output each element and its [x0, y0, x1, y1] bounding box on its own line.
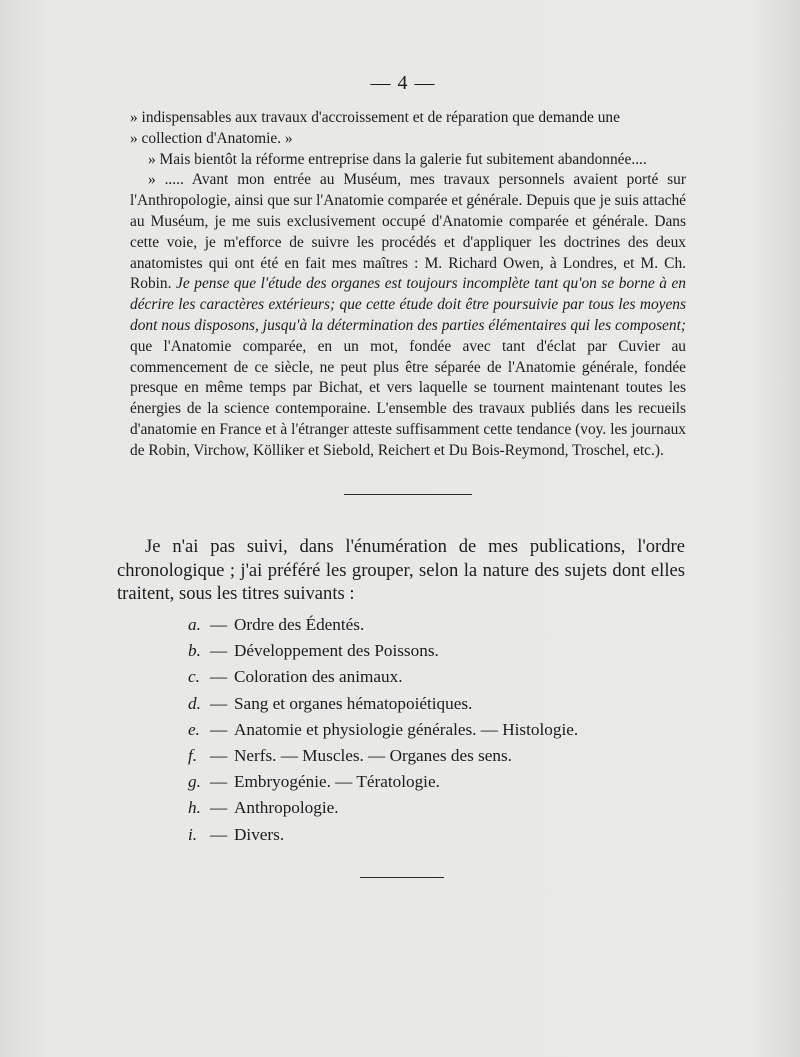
topic-letter: c. [188, 667, 200, 687]
topic-item [188, 691, 628, 717]
closing-divider [360, 877, 444, 878]
topic-title: Coloration des animaux. [234, 667, 403, 687]
topic-item [188, 717, 628, 743]
paragraph-3-start: » ..... Avant mon entrée au Muséum, mes travaux personnels avaient porté sur l'Anthropologie, ainsi que sur l'Anatomie comparée et générale. Depuis que je suis attaché au Muséum, je me suis exclusivement occupé d'Anatomie comparée et générale. Dans cette voie, je m'efforce de suivre les procédés et d'appliquer les doctrines des deux anatomistes qui ont été en fait mes maîtres : M. Richard Owen, à Londres, et M. Ch. Robin. [130, 171, 687, 293]
topic-letter: e. [188, 719, 200, 739]
topic-item [188, 743, 628, 769]
topic-letter: g. [188, 772, 201, 792]
topic-letter: b. [188, 641, 201, 661]
topic-title: Anatomie et physiologie générales. — Histologie. [234, 719, 579, 739]
topic-letter: h. [188, 798, 201, 818]
topic-title: Ordre des Édentés. [234, 615, 365, 634]
topic-title: Nerfs. — Muscles. — Organes des sens. [234, 746, 512, 766]
page-number: — 4 — [370, 72, 436, 94]
topic-dash: — [210, 693, 228, 713]
topic-dash: — [210, 824, 228, 844]
topic-letter: f. [188, 746, 198, 766]
topic-item [188, 795, 628, 821]
topic-title: Sang et organes hématopoiétiques. [234, 693, 473, 713]
topic-item [188, 638, 628, 664]
topic-dash: — [210, 719, 228, 739]
topic-letter: i. [188, 824, 198, 844]
topic-dash: — [210, 615, 228, 634]
topic-item [188, 822, 628, 848]
paragraph-3-end: que l'Anatomie comparée, en un mot, fondée avec tant d'éclat par Cuvier au commencement de ce siècle, ne peut plus être séparée de l'Anatomie générale, fondée presque en même temps par Bichat, et vers laquelle se tournent maintenant toutes les énergies de la science contemporaine. L'ensemble des travaux publiés dans les recueils d'anatomie en France et à l'étranger atteste suffisamment cette tendance (voy. les journaux de Robin, Virchow, Kölliker et Siebold, Reichert et Du Bois-Reymond, Troschel, etc.). [130, 337, 686, 459]
quote-line-1: » indispensables aux travaux d'accroissement et de réparation que demande une [130, 109, 620, 126]
quote-paragraph-3 [130, 170, 686, 461]
intro-paragraph [117, 535, 685, 606]
topic-item [188, 769, 628, 795]
quote-paragraph-2: » Mais bientôt la réforme entreprise dans la galerie fut subitement abandonnée.... [148, 150, 647, 168]
section-divider [344, 494, 472, 495]
topic-dash: — [210, 667, 228, 687]
topic-item [188, 664, 628, 690]
topic-dash: — [210, 798, 228, 818]
quoted-text-block [130, 108, 686, 462]
topic-letter: d. [188, 693, 201, 713]
topic-item [188, 612, 628, 638]
paragraph-3-italic: Je pense que l'étude des organes est toujours incomplète tant qu'on se borne à en décrire les caractères extérieurs; que cette étude doit être poursuivie par tous les moyens dont nous disposons, jusqu'à la détermination des parties élémentaires qui les composent; [130, 275, 686, 334]
topic-dash: — [210, 772, 228, 792]
intro-text: Je n'ai pas suivi, dans l'énumération de mes publications, l'ordre chronologique ; j'ai préféré les grouper, selon la nature des sujets dont elles traitent, sous les titres suivants : [117, 536, 685, 604]
topic-letter: a. [188, 615, 201, 634]
topic-dash: — [210, 641, 228, 661]
topic-title: Divers. [234, 824, 285, 844]
quote-line-2: » collection d'Anatomie. » [130, 129, 293, 147]
topic-title: Embryogénie. — Tératologie. [234, 772, 440, 792]
topic-dash: — [210, 746, 228, 766]
topic-title: Anthropologie. [234, 798, 339, 818]
topic-title: Développement des Poissons. [234, 641, 439, 661]
topic-list [188, 612, 628, 848]
